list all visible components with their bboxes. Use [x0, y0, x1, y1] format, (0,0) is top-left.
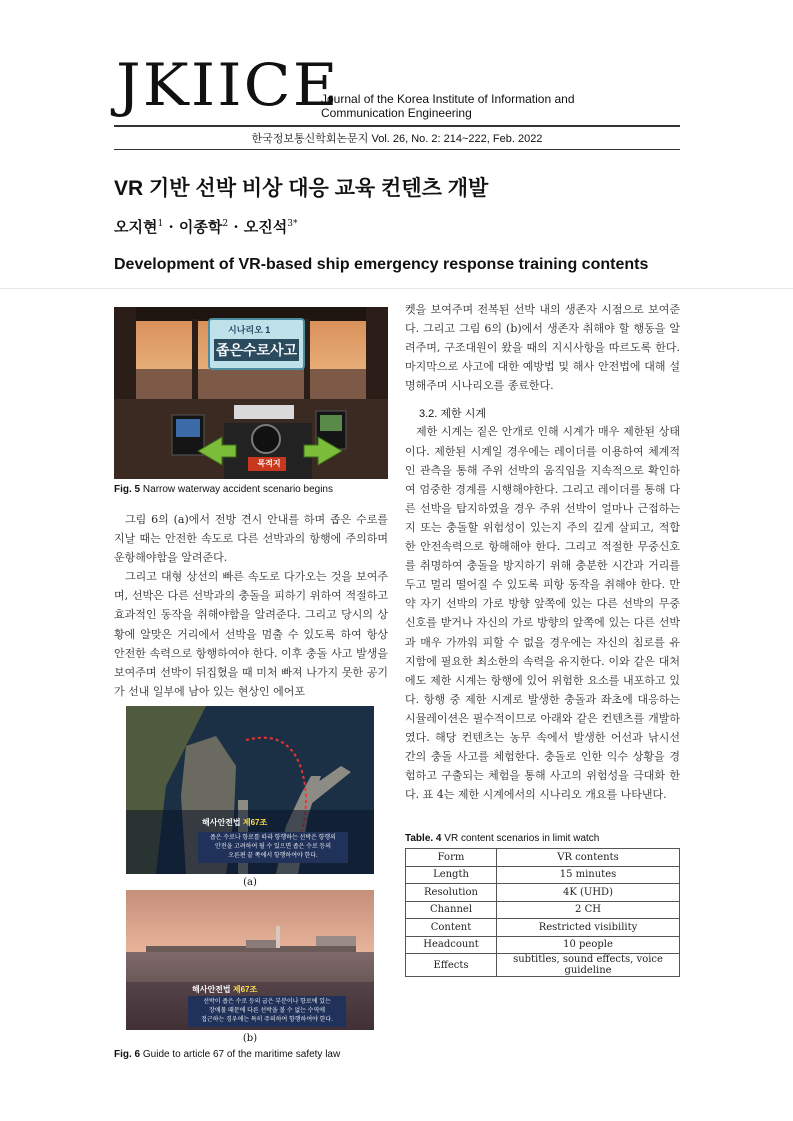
header-rule-top	[114, 125, 680, 127]
table-cell-value: 15 minutes	[497, 866, 680, 884]
figure-5-caption-text: Narrow waterway accident scenario begins	[142, 484, 333, 495]
table-row	[406, 866, 680, 884]
journal-name	[321, 92, 621, 120]
table-row	[406, 954, 680, 977]
table-cell-key: Resolution	[406, 884, 497, 902]
scenario-table	[405, 848, 680, 977]
paper-title-english: Development of VR-based ship emergency response training contents	[114, 256, 649, 273]
law-text-a-line: 안전을 고려하여 될 수 있으면 좁은 수로 등의	[215, 844, 331, 850]
author-2: 이종학	[178, 218, 223, 236]
author-3-affiliation: 3*	[287, 219, 298, 229]
table-header-cell: Form	[406, 849, 497, 867]
figure-6-label: Fig. 6	[114, 1049, 141, 1060]
journal-name-line2: Communication Engineering	[321, 106, 472, 120]
table-row	[406, 901, 680, 919]
table-cell-value: 2 CH	[497, 901, 680, 919]
law-text-b-line: 접근하는 경우에는 특히 주의하여 항행하여야 한다.	[201, 1017, 333, 1023]
figure-6a-image	[126, 706, 374, 874]
figure-6b-sublabel: (b)	[242, 1033, 258, 1044]
journal-logo: JKIICE	[116, 51, 340, 119]
law-text-a-line: 오른편 끝 쪽에서 항행하여야 한다.	[228, 853, 318, 859]
figure-5-caption	[114, 484, 333, 495]
law-text-b-line: 장애물 때문에 다른 선박을 볼 수 없는 수역에	[209, 1008, 325, 1014]
body-paragraph: 제한 시계는 짙은 안개로 인해 시계가 매우 제한된 상태이다. 제한된 시계일 경우에는 레이더를 이용하여 체계적인 관측을 통해 주위 선박의 움직임을 지속적으로 확인하여 엄중한 경계를 시행해야한다. 그리고 레이더를 통해 다른 선박을 탐지하였을 경우 주위 선박이 얼마나 근접하는지 또는 충돌할 위험성이 있는지 주의 깊게 살피고, 적합한 안전속력으로 항해해야 한다. 그리고 적절한 무중신호를 취명하여 충돌을 방지하기 위해 충분한 시간과 거리를 두고 멀리 떨어질 수 있도록 피항 동작을 취해야 한다. 만약 자기 선박의 가로 방향 앞쪽에 있는 다른 선박의 무중신호를 받거나 자신의 가로 방향의 앞쪽에 있는 다른 선박과 매우 가까워 피할 수 없을 경우에는 자신의 침로를 유지함에 필요한 최소한의 속력을 유지한다. 이와 같은 대처에도 제한 시계는 항행에 있어 위험한 요소를 내포하고 있다. 항행 중 제한 시계로 발생한 충돌과 좌초에 대응하는 시뮬레이션은 필수적이므로 아래와 같은 컨텐츠를 개발하였다. 해당 컨텐츠는 농무 속에서 발생한 어선과 낚시선 간의 충돌 사고를 체험한다. 충돌로 인한 익수 상황을 경험하고 구출되는 체험을 통해 사고의 위험성을 극대화 한다. 표 4는 제한 시계에서의 시나리오 개요를 나타낸다.	[405, 425, 680, 802]
figure-6-caption-text: Guide to article 67 of the maritime safety law	[142, 1049, 341, 1060]
law-title-b-prefix: 해사안전법	[192, 985, 231, 994]
table-row	[406, 919, 680, 937]
table-header-cell: VR contents	[497, 849, 680, 867]
law-text-a-line: 좁은 수로나 항로를 따라 항행하는 선박은 항행의	[210, 835, 336, 841]
header-rule-bottom	[114, 149, 680, 150]
figure-6a-sublabel: (a)	[243, 877, 257, 888]
target-label: 목적지	[257, 459, 281, 468]
author-list	[114, 216, 298, 237]
law-title-a	[202, 817, 267, 828]
body-paragraph: 그리고 대형 상선의 빠른 속도로 다가오는 것을 보여주며, 선박은 다른 선박과의 충돌을 피하기 위하여 적절하고 효과적인 동작을 취해야함을 알려준다. 그리고 당시의 상황에 알맞은 거리에서 선박을 멈출 수 있도록 하여 항상 안전한 속력으로 항행하여야 한다. 이후 충돌 사고 발생을 보여주며 선박이 뒤집혔을 때 미처 빠져 나가지 못한 공기가 선내 일부에 남아 있는 현상인 에어포	[114, 570, 388, 698]
body-paragraph: 켓을 보여주며 전복된 선박 내의 생존자 시점으로 보여준다. 그리고 그림 6의 (b)에서 생존자 취해야 할 행동을 알려주며, 구조대원이 왔을 때의 지시사항을 따르도록 한다. 마지막으로 사고에 대한 예방법 및 해사 안전법에 대해 설명해주며 시나리오를 종료한다.	[405, 303, 680, 393]
table-4	[405, 848, 680, 977]
table-cell-key: Effects	[406, 954, 497, 977]
table-cell-key: Content	[406, 919, 497, 937]
law-text-b	[188, 996, 346, 1027]
table-4-label: Table. 4	[405, 833, 442, 844]
title-divider	[0, 288, 793, 289]
scenario-tag: 시나리오 1	[228, 325, 271, 335]
figure-5-label: Fig. 5	[114, 484, 141, 495]
journal-name-line1: Journal of the Korea Institute of Information and	[321, 92, 575, 106]
table-cell-value: Restricted visibility	[497, 919, 680, 937]
right-column-text	[405, 300, 680, 804]
law-title-a-article: 제67조	[242, 818, 268, 827]
law-text-b-line: 선박이 좁은 수로 등의 굽은 부분이나 항로에 있는	[203, 999, 331, 1005]
table-row	[406, 936, 680, 954]
table-cell-value: subtitles, sound effects, voice guideline	[497, 954, 680, 977]
law-title-b-article: 제67조	[232, 985, 258, 994]
table-cell-value: 4K (UHD)	[497, 884, 680, 902]
table-4-caption-text: VR content scenarios in limit watch	[444, 833, 600, 844]
law-title-b	[192, 984, 257, 995]
table-header-row	[406, 849, 680, 867]
author-separator: ·	[163, 218, 179, 236]
table-cell-value: 10 people	[497, 936, 680, 954]
table-4-caption	[405, 833, 599, 844]
scenario-title: 좁은수로사고	[214, 339, 299, 361]
table-row	[406, 884, 680, 902]
left-column-text	[114, 510, 388, 701]
law-title-a-prefix: 해사안전법	[202, 818, 241, 827]
table-cell-key: Channel	[406, 901, 497, 919]
paper-title-korean: VR 기반 선박 비상 대응 교육 컨텐츠 개발	[114, 177, 489, 200]
section-heading-3-2: 3.2. 제한 시계	[419, 408, 486, 421]
author-1: 오지현	[114, 218, 158, 236]
figure-6b-image	[126, 890, 374, 1030]
author-2-affiliation: 2	[222, 219, 229, 229]
table-cell-key: Length	[406, 866, 497, 884]
table-cell-key: Headcount	[406, 936, 497, 954]
author-separator: ·	[228, 218, 244, 236]
body-paragraph: 그림 6의 (a)에서 전방 견시 안내를 하며 좁은 수로를 지날 때는 안전한 속도로 다른 선박과의 항행에 주의하며 운항해야함을 알려준다.	[114, 513, 388, 565]
author-3: 오진석	[243, 218, 288, 236]
issue-line: 한국정보통신학회논문지 Vol. 26, No. 2: 214~222, Feb. 2022	[251, 133, 543, 145]
figure-6-caption	[114, 1049, 340, 1060]
author-1-affiliation: 1	[157, 219, 164, 229]
law-text-a	[198, 832, 348, 863]
figure-5-image	[114, 307, 388, 479]
